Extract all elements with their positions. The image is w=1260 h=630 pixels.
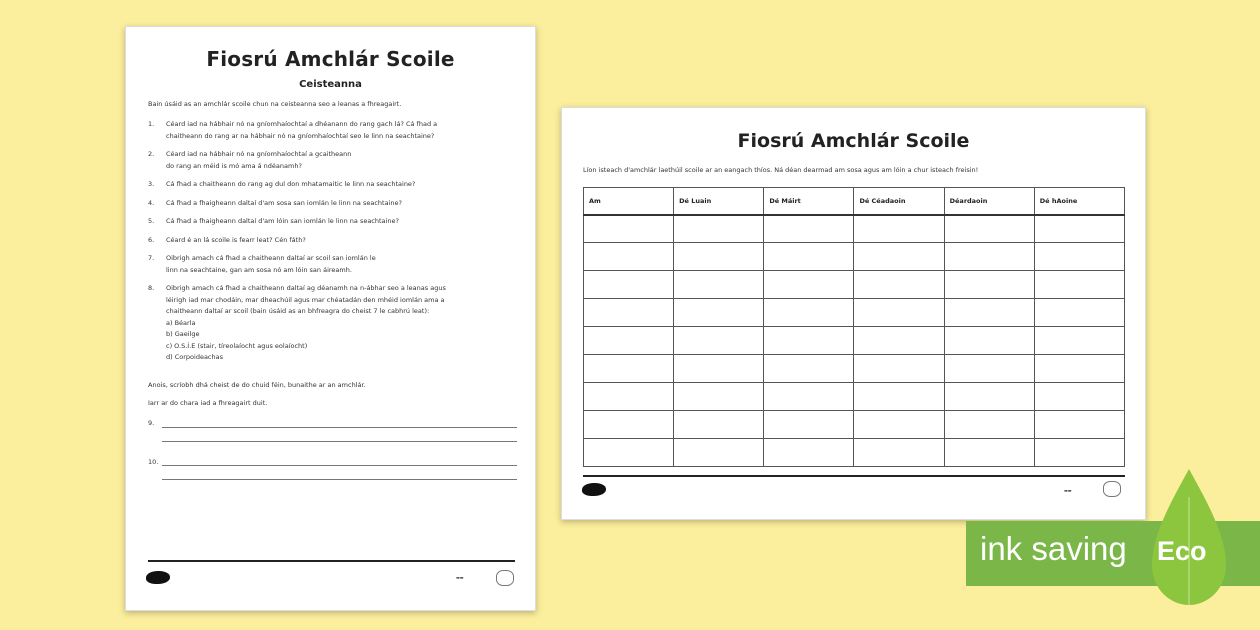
question-text: Céard é an lá scoile is fearr leat? Cén fáth?	[166, 235, 306, 244]
timetable-header-row	[584, 188, 1125, 215]
timetable-cell	[674, 243, 764, 271]
instruction-text: Iarr ar do chara iad a fhreagairt duit.	[148, 399, 268, 407]
question-text: Céard iad na hábhair nó na gníomhaíochtaí a dhéanann do rang gach lá? Cá fhad a	[166, 120, 438, 128]
timetable-row	[584, 271, 1125, 299]
question-text: Oibrigh amach cá fhad a chaitheann daltaí ar scoil san iomlán le	[166, 254, 376, 262]
timetable-cell	[854, 439, 944, 467]
timetable-cell	[944, 383, 1034, 411]
ink-saving-label: ink saving	[980, 530, 1127, 567]
timetable-column-header: Dé Luain	[674, 188, 764, 215]
timetable-row	[584, 355, 1125, 383]
timetable-cell	[584, 243, 674, 271]
timetable-cell	[944, 355, 1034, 383]
question-item	[148, 235, 518, 247]
worksheet-title: Fiosrú Amchlár Scoile	[737, 130, 970, 152]
timetable-cell	[764, 215, 854, 243]
question-item	[148, 253, 518, 276]
timetable-cell	[1034, 215, 1124, 243]
question-text: a) Béarla	[166, 318, 196, 327]
timetable-cell	[674, 383, 764, 411]
timetable-cell	[584, 411, 674, 439]
timetable-cell	[944, 327, 1034, 355]
question-number: 10.	[148, 458, 159, 466]
timetable-cell	[854, 411, 944, 439]
worksheet-subtitle: Ceisteanna	[299, 79, 362, 90]
answer-line	[162, 479, 517, 480]
question-number: 2.	[148, 150, 155, 158]
timetable-cell	[764, 383, 854, 411]
timetable-column-header: Dé Céadaoin	[854, 188, 944, 215]
timetable-row	[584, 299, 1125, 327]
timetable-cell	[764, 299, 854, 327]
footer-rule	[583, 475, 1125, 477]
timetable-cell	[674, 215, 764, 243]
question-text: chaitheann daltaí ar scoil (bain úsáid as an bhfreagra do cheist 7 le cabhrú leat):	[166, 307, 430, 315]
question-number: 9.	[148, 419, 155, 427]
questions-worksheet	[125, 26, 536, 611]
timetable-cell	[584, 215, 674, 243]
question-text: Cá fhad a fhaigheann daltaí d'am lóin san iomlán le linn na seachtaine?	[166, 217, 399, 225]
timetable-cell	[764, 327, 854, 355]
timetable-cell	[1034, 355, 1124, 383]
publisher-logo-icon	[146, 571, 170, 584]
timetable-cell	[764, 243, 854, 271]
question-item	[148, 216, 518, 228]
timetable-cell	[854, 327, 944, 355]
timetable-cell	[944, 271, 1034, 299]
timetable-cell	[854, 383, 944, 411]
question-number: 4.	[148, 198, 155, 207]
brand-mark: ▬▬	[1064, 488, 1072, 493]
timetable-cell	[1034, 411, 1124, 439]
timetable-cell	[674, 439, 764, 467]
timetable-cell	[854, 215, 944, 243]
timetable-cell	[1034, 439, 1124, 467]
question-number: 3.	[148, 180, 155, 188]
timetable-cell	[584, 439, 674, 467]
timetable-cell	[1034, 299, 1124, 327]
worksheet-intro: Bain úsáid as an amchlár scoile chun na ceisteanna seo a leanas a fhreagairt.	[148, 100, 402, 108]
instruction-text: Anois, scríobh dhá cheist de do chuid féin, bunaithe ar an amchlár.	[148, 381, 366, 389]
timetable-cell	[944, 299, 1034, 327]
timetable-cell	[764, 271, 854, 299]
question-text: do rang an méid is mó ama á ndéanamh?	[166, 161, 302, 170]
question-number: 7.	[148, 254, 155, 262]
timetable-row	[584, 243, 1125, 271]
timetable-column-header: Dé Máirt	[764, 188, 854, 215]
timetable-cell	[674, 271, 764, 299]
answer-line	[162, 465, 517, 466]
question-text: léirigh iad mar chodáin, mar dheachúil agus mar chéatadán den mhéid iomlán ama a	[166, 295, 445, 304]
timetable-row	[584, 411, 1125, 439]
timetable-cell	[854, 271, 944, 299]
timetable-grid	[583, 187, 1125, 467]
timetable-cell	[764, 355, 854, 383]
timetable-row	[584, 383, 1125, 411]
answer-line	[162, 427, 517, 428]
timetable-cell	[584, 327, 674, 355]
timetable-cell	[854, 299, 944, 327]
timetable-cell	[674, 327, 764, 355]
timetable-cell	[854, 243, 944, 271]
timetable-cell	[944, 243, 1034, 271]
timetable-cell	[944, 439, 1034, 467]
timetable-row	[584, 215, 1125, 243]
worksheet-title: Fiosrú Amchlár Scoile	[206, 47, 455, 71]
timetable-cell	[1034, 243, 1124, 271]
timetable-cell	[944, 215, 1034, 243]
question-text: chaitheann do rang ar na hábhair nó na gníomhaíochtaí seo le linn na seachtaine?	[166, 131, 435, 140]
question-text: Cá fhad a chaitheann do rang ag dul don mhatamaitic le linn na seachtaine?	[166, 180, 416, 188]
question-text: Oibrigh amach cá fhad a chaitheann daltaí ag déanamh na n-ábhar seo a leanas agus	[166, 284, 446, 292]
timetable-cell	[584, 299, 674, 327]
timetable-row	[584, 327, 1125, 355]
timetable-cell	[674, 299, 764, 327]
question-text: linn na seachtaine, gan am sosa nó am lóin san áireamh.	[166, 265, 352, 274]
eco-label: Eco	[1157, 536, 1207, 566]
timetable-cell	[674, 411, 764, 439]
footer-rule	[148, 560, 515, 562]
timetable-cell	[674, 355, 764, 383]
question-number: 1.	[148, 120, 155, 128]
timetable-cell	[584, 383, 674, 411]
question-text: b) Gaeilge	[166, 330, 200, 338]
question-list	[148, 119, 518, 371]
question-number: 5.	[148, 217, 155, 225]
timetable-cell	[1034, 327, 1124, 355]
timetable-cell	[944, 411, 1034, 439]
question-item	[148, 119, 518, 142]
brand-badge-icon	[1103, 481, 1121, 497]
question-number: 6.	[148, 235, 155, 244]
question-text: Cá fhad a fhaigheann daltaí d'am sosa san iomlán le linn na seachtaine?	[166, 198, 402, 207]
timetable-row	[584, 439, 1125, 467]
timetable-cell	[854, 355, 944, 383]
timetable-cell	[1034, 383, 1124, 411]
question-item	[148, 283, 518, 364]
brand-mark: ▬▬	[456, 575, 464, 580]
publisher-logo-icon	[582, 483, 606, 496]
question-text: d) Corpoideachas	[166, 353, 223, 361]
question-item	[148, 198, 518, 210]
timetable-cell	[764, 411, 854, 439]
timetable-cell	[584, 355, 674, 383]
timetable-cell	[764, 439, 854, 467]
question-item	[148, 149, 518, 172]
question-number: 8.	[148, 284, 155, 292]
timetable-cell	[584, 271, 674, 299]
answer-line	[162, 441, 517, 442]
timetable-column-header: Déardaoin	[944, 188, 1034, 215]
timetable-column-header: Am	[584, 188, 674, 215]
timetable-worksheet	[561, 107, 1146, 520]
question-text: Céard iad na hábhair nó na gníomhaíochtaí a gcaitheann	[166, 150, 352, 158]
worksheet-intro: Líon isteach d'amchlár laethúil scoile ar an eangach thíos. Ná déan dearmad am sosa agus am lóin a chur isteach freisin!	[583, 166, 979, 174]
question-text: c) O.S.Í.E (stair, tíreolaíocht agus eolaíocht)	[166, 341, 308, 350]
timetable-cell	[1034, 271, 1124, 299]
timetable-column-header: Dé hAoine	[1034, 188, 1124, 215]
question-item	[148, 179, 518, 191]
brand-badge-icon	[496, 570, 514, 586]
